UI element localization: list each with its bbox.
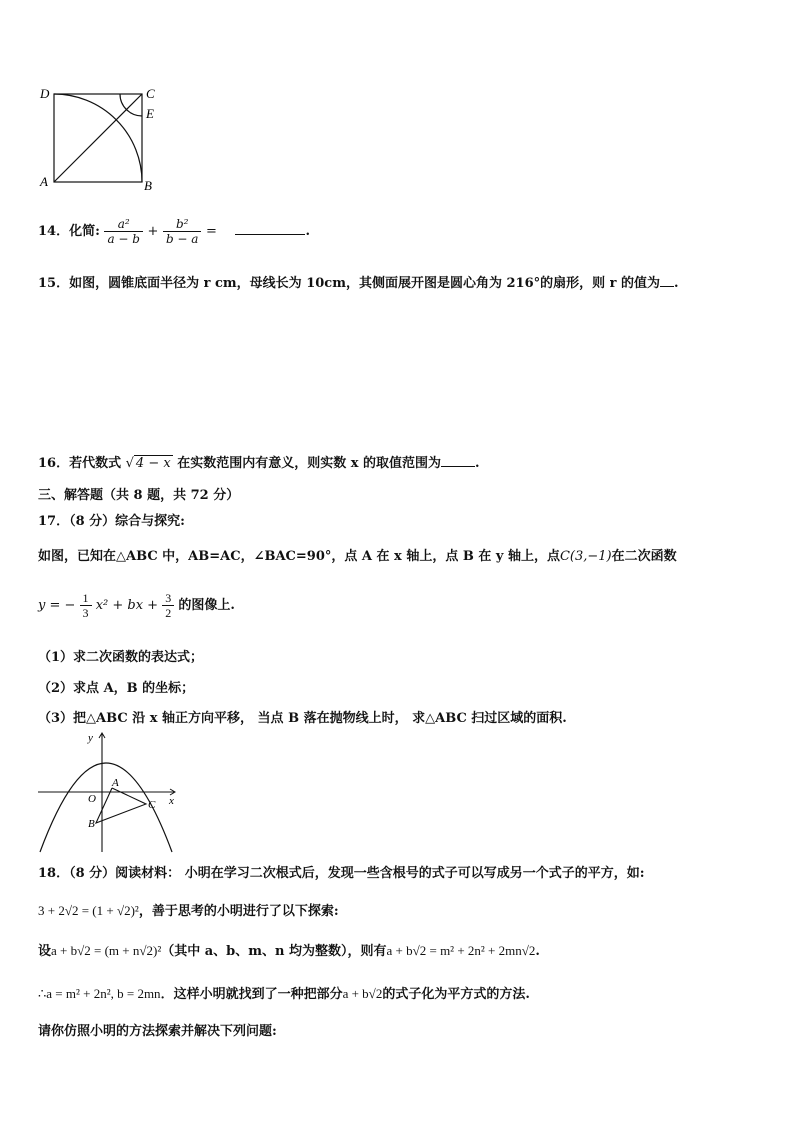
q18-therefore-end: 的式子化为平方式的方法. xyxy=(382,987,530,1002)
q18-therefore-post: ．这样小明就找到了一种把部分 xyxy=(160,987,343,1002)
q18-assume-expr: a + b√2 = (m + n√2)² xyxy=(51,943,162,958)
section-3-title: 三、解答题（共 8 题，共 72 分） xyxy=(38,488,240,503)
q14-num2: b² xyxy=(163,217,202,232)
q14-den1: a − b xyxy=(107,232,140,246)
q17-sub2: （2）求点 A，B 的坐标； xyxy=(38,681,195,696)
q16-sqrt-sign: √ xyxy=(125,456,134,471)
q18-assume-mid: （其中 a、b、m、n 均为整数），则有 xyxy=(161,944,387,959)
q17-sub3: （3）把△ABC 沿 x 轴正方向平移， 当点 B 落在抛物线上时， 求△ABC 扫过区域的面积. xyxy=(38,711,567,726)
q17-func-end: 的图像上. xyxy=(178,598,235,613)
label-d: D xyxy=(40,86,50,101)
figure-square-arcs xyxy=(36,84,166,194)
label-b2: B xyxy=(88,818,95,830)
q17-func-lhs: y = − xyxy=(38,598,76,613)
label-e: E xyxy=(146,106,154,121)
q16-answer-blank xyxy=(441,465,475,467)
q18-example: 3 + 2√2 = (1 + √2)² xyxy=(38,903,139,918)
q17-func-den2: 2 xyxy=(165,606,172,620)
q14-fraction-2 xyxy=(163,217,202,246)
label-c2: C xyxy=(148,799,156,811)
q16-post: 在实数范围内有意义，则实数 x 的取值范围为 xyxy=(177,456,442,471)
q16-end: . xyxy=(475,456,480,471)
triangle-abc xyxy=(96,788,146,823)
label-b: B xyxy=(144,178,152,193)
q18-therefore-line xyxy=(38,983,530,1002)
q14-end: . xyxy=(305,224,310,239)
q17-header: 17．（8 分）综合与探究: xyxy=(38,514,185,529)
q17-func-mid: x² + bx + xyxy=(95,598,159,613)
q15-text: 15．如图，圆锥底面半径为 r cm，母线长为 10cm，其侧面展开图是圆心角为 216°的扇形，则 r 的值为 xyxy=(38,276,661,291)
question-16 xyxy=(38,452,480,471)
q18-assume-line xyxy=(38,940,540,959)
label-y: y xyxy=(88,732,93,744)
q14-number: 14． xyxy=(38,224,70,239)
q14-answer-blank xyxy=(235,233,305,235)
q14-equals: = xyxy=(206,224,217,239)
q18-closing: 请你仿照小明的方法探索并解决下列问题: xyxy=(38,1024,277,1039)
label-c: C xyxy=(146,86,155,101)
q18-therefore: ∴a = m² + 2n², b = 2mn xyxy=(38,986,161,1001)
q15-end: . xyxy=(674,276,679,291)
q17-func-num2: 3 xyxy=(162,591,174,606)
q18-therefore-expr: a + b√2 xyxy=(342,986,383,1001)
q14-fraction-1 xyxy=(104,217,143,246)
q18-example-post: ，善于思考的小明进行了以下探索: xyxy=(138,904,339,919)
question-15 xyxy=(38,272,679,291)
q17-line1-text: 如图，已知在△ABC 中，AB=AC，∠BAC=90°，点 A 在 x 轴上，点 B 在 y 轴上，点 xyxy=(38,549,560,564)
q17-func-den1: 3 xyxy=(82,606,89,620)
q18-assume-result: a + b√2 = m² + 2n² + 2mn√2 xyxy=(386,943,536,958)
q17-fraction-2 xyxy=(162,591,174,620)
q18-header: 18．（8 分）阅读材料： 小明在学习二次根式后，发现一些含根号的式子可以写成另一个式子的平方，如: xyxy=(38,866,645,881)
q14-plus: + xyxy=(147,224,159,239)
question-14 xyxy=(38,212,310,252)
q17-sub1: （1）求二次函数的表达式； xyxy=(38,650,204,665)
q17-point-c: C(3,−1) xyxy=(559,549,612,564)
q14-num1: a² xyxy=(104,217,143,232)
q15-answer-blank xyxy=(660,285,674,287)
q18-example-line xyxy=(38,900,339,919)
label-o: O xyxy=(88,793,96,805)
label-x: x xyxy=(169,795,174,807)
q14-prompt: 化简: xyxy=(69,224,100,239)
figure-parabola-triangle xyxy=(36,728,186,854)
q18-assume-pre: 设 xyxy=(38,944,52,959)
diagonal-ac xyxy=(54,94,142,182)
q17-fraction-1 xyxy=(80,591,92,620)
label-a2: A xyxy=(112,777,119,789)
label-a: A xyxy=(40,174,48,189)
q18-assume-end: . xyxy=(535,944,540,959)
q14-den2: b − a xyxy=(165,232,199,246)
q17-line1-end: 在二次函数 xyxy=(611,549,677,564)
q17-func-num1: 1 xyxy=(80,591,92,606)
q16-radicand: 4 − x xyxy=(135,456,171,471)
q17-function xyxy=(38,588,235,624)
q17-line1 xyxy=(38,545,677,564)
q16-pre: 16．若代数式 xyxy=(38,456,122,471)
